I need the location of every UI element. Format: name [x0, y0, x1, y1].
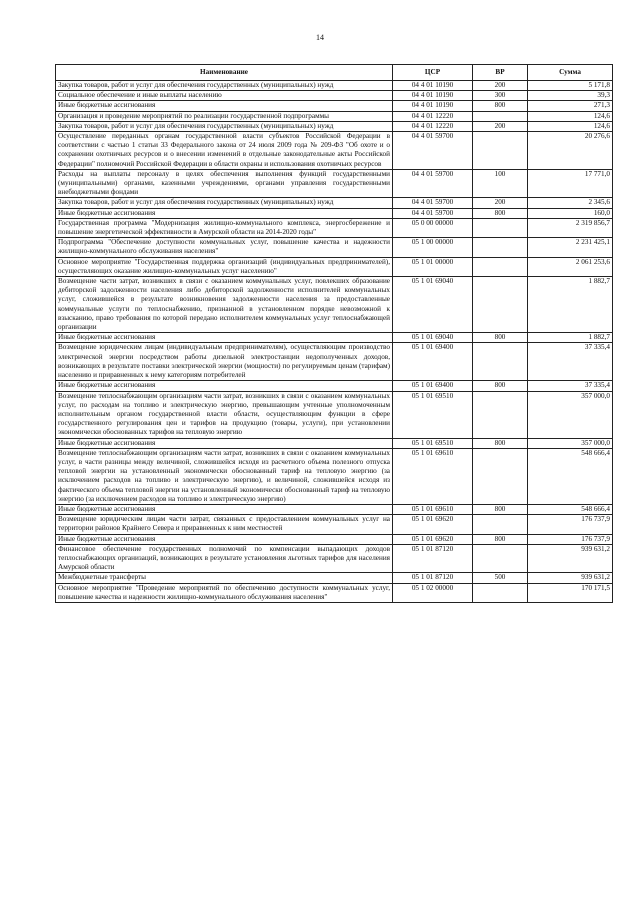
- table-row: [56, 81, 613, 91]
- cell-vr: 800: [473, 101, 528, 111]
- cell-csr: 05 1 01 87120: [393, 544, 473, 573]
- cell-name: Закупка товаров, работ и услуг для обеспечения государственных (муниципальных) нужд: [56, 81, 393, 91]
- cell-vr: 300: [473, 91, 528, 101]
- cell-csr: 04 4 01 59700: [393, 208, 473, 218]
- cell-vr: [473, 544, 528, 573]
- cell-csr: 05 1 01 87120: [393, 573, 473, 583]
- cell-csr: 05 1 01 69620: [393, 534, 473, 544]
- cell-vr: [473, 583, 528, 602]
- cell-csr: 05 1 01 69620: [393, 515, 473, 534]
- cell-vr: [473, 391, 528, 438]
- cell-vr: 800: [473, 208, 528, 218]
- table-row: [56, 333, 613, 343]
- cell-vr: 800: [473, 438, 528, 448]
- cell-sum: 160,0: [528, 208, 613, 218]
- cell-vr: 800: [473, 504, 528, 514]
- table-row: [56, 343, 613, 381]
- cell-sum: 548 666,4: [528, 448, 613, 504]
- cell-name: Иные бюджетные ассигнования: [56, 101, 393, 111]
- table-row: [56, 448, 613, 504]
- cell-vr: 800: [473, 381, 528, 391]
- cell-csr: 04 4 01 12220: [393, 111, 473, 121]
- cell-vr: [473, 238, 528, 257]
- table-row: [56, 101, 613, 111]
- cell-sum: 20 276,6: [528, 132, 613, 170]
- header-vr: ВР: [473, 65, 528, 81]
- cell-sum: 357 000,0: [528, 438, 613, 448]
- cell-name: Организация и проведение мероприятий по реализации государственной подпрограммы: [56, 111, 393, 121]
- cell-csr: 05 1 01 69400: [393, 381, 473, 391]
- cell-csr: 05 1 01 69610: [393, 448, 473, 504]
- table-row: [56, 132, 613, 170]
- cell-sum: 37 335,4: [528, 381, 613, 391]
- cell-sum: 17 771,0: [528, 169, 613, 198]
- table-header-row: [56, 65, 613, 81]
- cell-sum: 2 061 253,6: [528, 257, 613, 276]
- table-row: [56, 277, 613, 333]
- table-row: [56, 544, 613, 573]
- table-row: [56, 91, 613, 101]
- cell-csr: 04 4 01 10190: [393, 81, 473, 91]
- cell-name: Закупка товаров, работ и услуг для обеспечения государственных (муниципальных) нужд: [56, 121, 393, 131]
- cell-name: Возмещение теплоснабжающим организациям части затрат, возникших в связи с оказанием коммунальных услуг, в части разницы между величиной, сложившейся исходя из расчетного объема полезного отпуска тепловой энергии на установленный экономически обоснованный тариф на тепловую энергию (за исключением расходов на топливо и электрическую энергию), и величиной, сложившейся исходя из фактического объема тепловой энергии на установленный экономически обоснованный тариф на тепловую энергию (за исключением расходов на топливо и электрическую энергию): [56, 448, 393, 504]
- table-row: [56, 515, 613, 534]
- table-row: [56, 391, 613, 438]
- cell-name: Возмещение части затрат, возникших в связи с оказанием коммунальных услуг, повлекших образование дебиторской задолженности населения либо дебиторской задолженности исполнителей коммунальных услуг, сложившейся в результате возникновения задолженности населения за предоставленные коммунальные услуги по теплоснабжению, признанной в установленном порядке невозможной к взысканию, право требования по которой передано исполнителем коммунальных услуг теплоснабжающей организации: [56, 277, 393, 333]
- cell-vr: 200: [473, 121, 528, 131]
- cell-sum: 357 000,0: [528, 391, 613, 438]
- cell-csr: 05 1 02 00000: [393, 583, 473, 602]
- budget-table: [55, 64, 613, 603]
- cell-csr: 05 0 00 00000: [393, 218, 473, 237]
- cell-vr: [473, 257, 528, 276]
- cell-csr: 05 1 01 69610: [393, 504, 473, 514]
- page-number: 14: [316, 33, 324, 42]
- cell-name: Возмещение теплоснабжающим организациям части затрат, возникших в связи с оказанием коммунальных услуг, по расходам на топливо и электрическую энергию, превышающим учтенные уполномоченным исполнительным органом государственной власти области, осуществляющим функции в сфере государственного регулирования цен и тарифов на продукцию (товары, услуги), при установлении экономически обоснованных тарифов на тепловую энергию: [56, 391, 393, 438]
- cell-sum: 939 631,2: [528, 573, 613, 583]
- cell-vr: [473, 111, 528, 121]
- cell-sum: 1 882,7: [528, 277, 613, 333]
- cell-vr: 800: [473, 333, 528, 343]
- table-row: [56, 198, 613, 208]
- cell-vr: [473, 343, 528, 381]
- header-sum: Сумма: [528, 65, 613, 81]
- cell-vr: 200: [473, 81, 528, 91]
- cell-vr: 800: [473, 534, 528, 544]
- cell-name: Основное мероприятие "Государственная поддержка организаций (индивидуальных предпринимателей), осуществляющих оказание жилищно-коммунальных услуг населению": [56, 257, 393, 276]
- cell-name: Осуществление переданных органам государственной власти субъектов Российской Федерации в соответствии с частью 1 статьи 33 Федерального закона от 24 июля 2009 года № 209-ФЗ "Об охоте и о сохранении охотничьих ресурсов и о внесении изменений в отдельные законодательные акты Российской Федерации" полномочий Российской Федерации в области охраны и использования охотничьих ресурсов: [56, 132, 393, 170]
- cell-sum: 124,6: [528, 111, 613, 121]
- table-row: [56, 257, 613, 276]
- cell-csr: 04 4 01 59700: [393, 132, 473, 170]
- cell-name: Иные бюджетные ассигнования: [56, 534, 393, 544]
- table-row: [56, 218, 613, 237]
- cell-sum: 939 631,2: [528, 544, 613, 573]
- cell-name: Государственная программа "Модернизация жилищно-коммунального комплекса, энергосбережение и повышение энергетической эффективности в Амурской области на 2014-2020 годы": [56, 218, 393, 237]
- cell-name: Финансовое обеспечение государственных полномочий по компенсации выпадающих доходов теплоснабжающих организаций, возникающих в результате установления льготных тарифов для населения Амурской области: [56, 544, 393, 573]
- cell-sum: 176 737,9: [528, 515, 613, 534]
- cell-vr: 200: [473, 198, 528, 208]
- table-row: [56, 438, 613, 448]
- cell-csr: 05 1 01 69040: [393, 277, 473, 333]
- cell-vr: [473, 132, 528, 170]
- cell-sum: 176 737,9: [528, 534, 613, 544]
- table-row: [56, 208, 613, 218]
- cell-name: Межбюджетные трансферты: [56, 573, 393, 583]
- header-csr: ЦСР: [393, 65, 473, 81]
- cell-sum: 2 231 425,1: [528, 238, 613, 257]
- cell-name: Иные бюджетные ассигнования: [56, 333, 393, 343]
- table-row: [56, 238, 613, 257]
- cell-sum: 2 319 856,7: [528, 218, 613, 237]
- cell-sum: 2 345,6: [528, 198, 613, 208]
- cell-vr: [473, 448, 528, 504]
- cell-vr: 500: [473, 573, 528, 583]
- cell-sum: 124,6: [528, 121, 613, 131]
- cell-csr: 05 1 01 69510: [393, 391, 473, 438]
- cell-name: Расходы на выплаты персоналу в целях обеспечения выполнения функций государственными (муниципальными) органами, казенными учреждениями, органами управления государственными внебюджетными фондами: [56, 169, 393, 198]
- cell-csr: 04 4 01 59700: [393, 169, 473, 198]
- cell-csr: 05 1 01 69510: [393, 438, 473, 448]
- cell-sum: 548 666,4: [528, 504, 613, 514]
- cell-name: Иные бюджетные ассигнования: [56, 504, 393, 514]
- cell-name: Социальное обеспечение и иные выплаты населению: [56, 91, 393, 101]
- table-row: [56, 504, 613, 514]
- cell-name: Иные бюджетные ассигнования: [56, 438, 393, 448]
- table-row: [56, 573, 613, 583]
- cell-name: Закупка товаров, работ и услуг для обеспечения государственных (муниципальных) нужд: [56, 198, 393, 208]
- cell-sum: 271,3: [528, 101, 613, 111]
- cell-csr: 05 1 01 00000: [393, 257, 473, 276]
- cell-name: Возмещение юридическим лицам (индивидуальным предпринимателям), осуществляющим производство электрической энергии посредством работы дизельной электростанции недополученных доходов, возникающих в результате поставки электрической энергии (мощности) по регулируемым ценам (тарифам) населению и приравненных к нему категориям потребителей: [56, 343, 393, 381]
- cell-name: Иные бюджетные ассигнования: [56, 381, 393, 391]
- cell-sum: 1 882,7: [528, 333, 613, 343]
- table-row: [56, 169, 613, 198]
- cell-name: Основное мероприятие "Проведение мероприятий по обеспечению доступности коммунальных услуг, повышение качества и надежности жилищно-коммунального обслуживания населения": [56, 583, 393, 602]
- header-name: Наименование: [56, 65, 393, 81]
- cell-sum: 170 171,5: [528, 583, 613, 602]
- table-row: [56, 111, 613, 121]
- table-row: [56, 583, 613, 602]
- cell-sum: 39,3: [528, 91, 613, 101]
- cell-csr: 04 4 01 10190: [393, 101, 473, 111]
- cell-name: Подпрограмма "Обеспечение доступности коммунальных услуг, повышение качества и надежности жилищно-коммунального обслуживания населения": [56, 238, 393, 257]
- cell-name: Иные бюджетные ассигнования: [56, 208, 393, 218]
- cell-sum: 5 171,8: [528, 81, 613, 91]
- table-row: [56, 381, 613, 391]
- cell-vr: 100: [473, 169, 528, 198]
- cell-vr: [473, 218, 528, 237]
- cell-csr: 04 4 01 12220: [393, 121, 473, 131]
- cell-name: Возмещение юридическим лицам части затрат, связанных с предоставлением коммунальных услуг на территории районов Крайнего Севера и приравненных к ним местностей: [56, 515, 393, 534]
- table-row: [56, 121, 613, 131]
- cell-csr: 05 1 00 00000: [393, 238, 473, 257]
- cell-vr: [473, 515, 528, 534]
- cell-csr: 04 4 01 10190: [393, 91, 473, 101]
- cell-csr: 05 1 01 69400: [393, 343, 473, 381]
- table-row: [56, 534, 613, 544]
- cell-sum: 37 335,4: [528, 343, 613, 381]
- cell-vr: [473, 277, 528, 333]
- cell-csr: 04 4 01 59700: [393, 198, 473, 208]
- cell-csr: 05 1 01 69040: [393, 333, 473, 343]
